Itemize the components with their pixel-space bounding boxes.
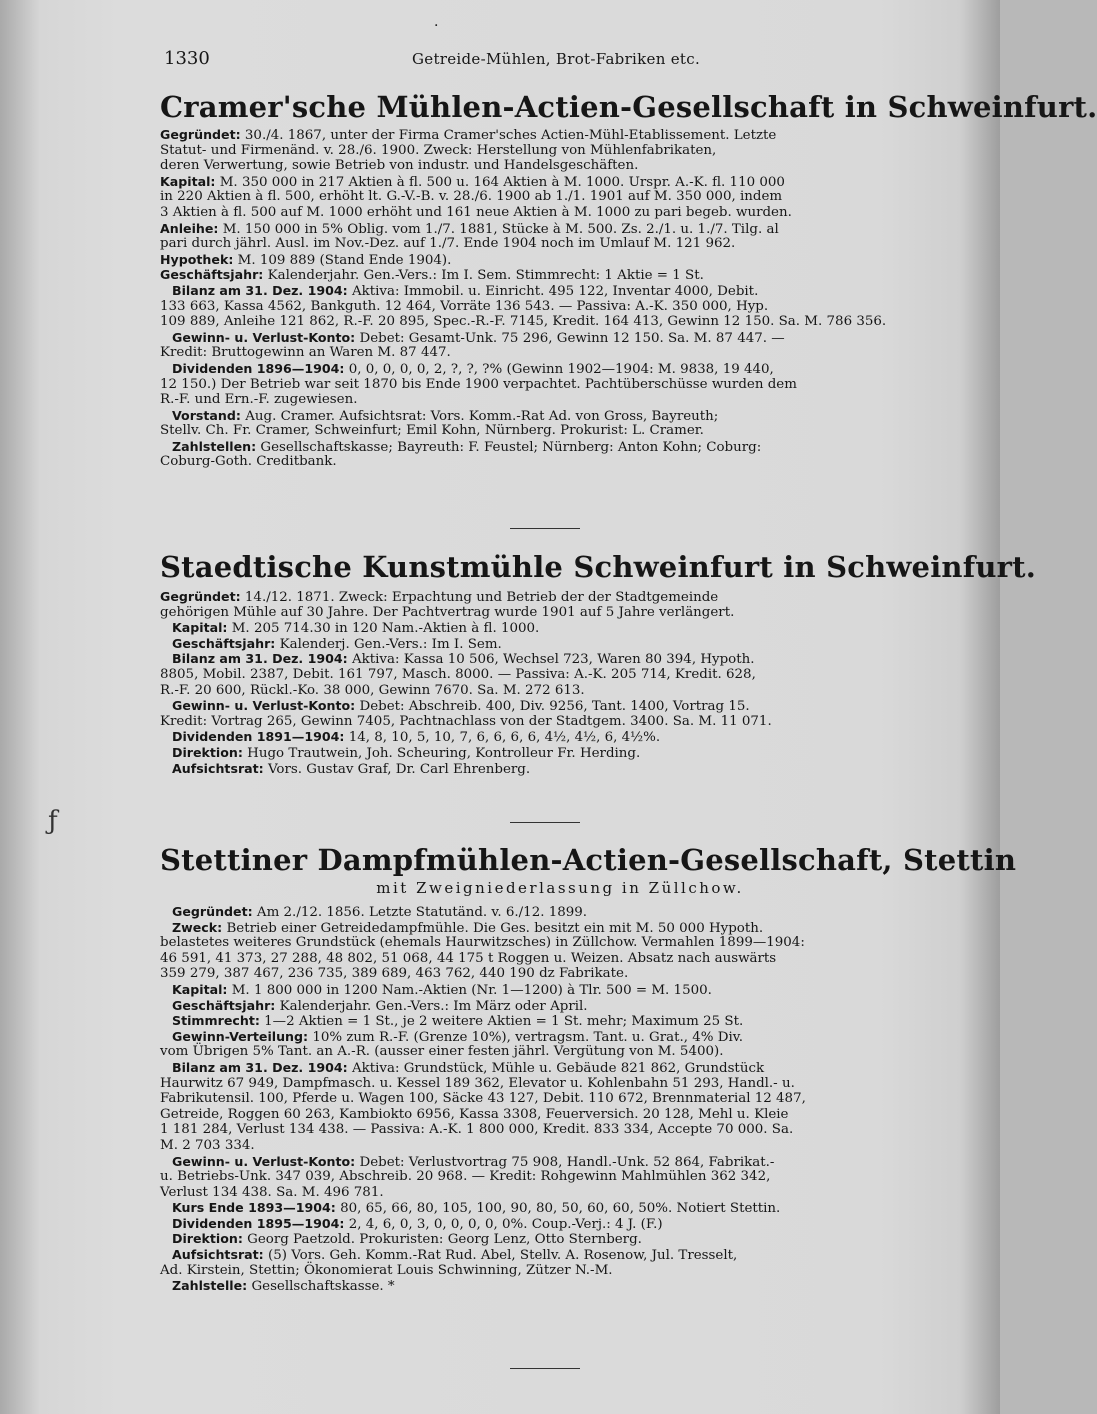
field-text: 359 279, 387 467, 236 735, 389 689, 463 762, 440 190 dz Fabrikate.: [160, 966, 629, 982]
field-label: Gegründet:: [160, 127, 241, 142]
company-title-stettiner: Stettiner Dampfmühlen-Actien-Gesellschaft, Stettin: [160, 843, 1017, 877]
field-label: Gewinn- u. Verlust-Konto:: [172, 698, 356, 714]
text-line: [160, 904, 960, 920]
text-line: [160, 1231, 960, 1247]
field-label: Geschäftsjahr:: [172, 635, 276, 651]
field-text: in 220 Aktien à fl. 500, erhöht lt. G.-V.-B. v. 28./6. 1900 ab 1./1. 1901 auf M. 350 000, indem: [160, 189, 783, 205]
page-number: 1330: [164, 48, 210, 69]
company-entry-staedtische: [160, 589, 960, 776]
text-line: [160, 423, 960, 439]
field-label: Zahlstelle:: [172, 1278, 248, 1294]
field-text: 30./4. 1867, unter der Firma Cramer'sches Actien-Mühl-Etablissement. Letzte: [240, 128, 777, 143]
field-text: pari durch jährl. Ausl. im Nov.-Dez. auf 1./7. Ende 1904 noch im Umlauf M. 121 962.: [160, 236, 736, 252]
field-text: 8805, Mobil. 2387, Debit. 161 797, Masch. 8000. — Passiva: A.-K. 205 714, Kredit. 628,: [160, 666, 756, 682]
field-text: R.-F. und Ern.-F. zugewiesen.: [160, 392, 358, 408]
field-text: Haurwitz 67 949, Dampfmasch. u. Kessel 189 362, Elevator u. Kohlenbahn 51 293, Handl.- u.: [160, 1075, 795, 1091]
field-text: gehörigen Mühle auf 30 Jahre. Der Pachtvertrag wurde 1901 auf 5 Jahre verlängert.: [160, 604, 735, 620]
text-line: [160, 636, 960, 652]
text-line: [160, 299, 960, 315]
text-line: [160, 330, 960, 346]
field-text: (5) Vors. Geh. Komm.-Rat Rud. Abel, Stellv. A. Rosenow, Jul. Tresselt,: [263, 1248, 738, 1264]
margin-annotation: ƒ: [48, 806, 58, 836]
field-text: 109 889, Anleihe 121 862, R.-F. 20 895, Spec.-R.-F. 7145, Kredit. 164 413, Gewinn 12 150. Sa. M. 786 356.: [160, 314, 887, 330]
field-text: Vors. Gustav Graf, Dr. Carl Ehrenberg.: [263, 761, 531, 777]
text-line: [160, 1122, 960, 1138]
text-line: [160, 729, 960, 745]
text-line: [160, 605, 960, 621]
field-label: Aufsichtsrat:: [172, 760, 264, 776]
text-line: [160, 345, 960, 361]
text-line: [160, 920, 960, 936]
running-title: Getreide-Mühlen, Brot-Fabriken etc.: [412, 50, 701, 68]
field-label: Dividenden 1891—1904:: [172, 729, 345, 745]
text-line: [160, 1216, 960, 1232]
text-line: [160, 1263, 960, 1279]
text-line: [160, 1091, 960, 1107]
section-divider: [510, 528, 580, 529]
field-label: Anleihe:: [160, 220, 219, 236]
text-line: [160, 377, 960, 393]
field-text: 12 150.) Der Betrieb war seit 1870 bis Ende 1900 verpachtet. Pachtüberschüsse wurden dem: [160, 376, 797, 392]
field-text: 0, 0, 0, 0, 0, 2, ?, ?, ?% (Gewinn 1902—1904: M. 9838, 19 440,: [344, 361, 774, 377]
field-text: vom Übrigen 5% Tant. an A.-R. (ausser einer festen jährl. Vergütung von M. 5400).: [160, 1044, 724, 1060]
field-text: Kalenderj. Gen.-Vers.: Im I. Sem.: [275, 636, 502, 652]
section-divider: [510, 1368, 580, 1369]
field-label: Geschäftsjahr:: [172, 997, 276, 1013]
field-text: Stellv. Ch. Fr. Cramer, Schweinfurt; Emil Kohn, Nürnberg. Prokurist: L. Cramer.: [160, 423, 704, 439]
text-line: [160, 667, 960, 683]
text-line: [160, 1185, 960, 1201]
field-text: 14./12. 1871. Zweck: Erpachtung und Betrieb der der Stadtgemeinde: [240, 590, 719, 605]
field-label: Dividenden 1895—1904:: [172, 1215, 345, 1231]
field-label: Kapital:: [160, 173, 216, 189]
company-title-staedtische: Staedtische Kunstmühle Schweinfurt in Schweinfurt.: [160, 550, 1037, 584]
field-label: Zweck:: [172, 919, 223, 935]
text-line: [160, 698, 960, 714]
text-line: [160, 589, 960, 605]
text-line: [160, 1013, 960, 1029]
text-line: [160, 998, 960, 1014]
text-line: [160, 935, 960, 951]
text-line: [160, 143, 960, 159]
field-text: Aug. Cramer. Aufsichtsrat: Vors. Komm.-Rat Ad. von Gross, Bayreuth;: [240, 408, 719, 424]
text-line: [160, 1247, 960, 1263]
field-text: M. 205 714.30 in 120 Nam.-Aktien à fl. 1000.: [227, 621, 540, 637]
text-line: [160, 252, 960, 268]
field-label: Bilanz am 31. Dez. 1904:: [172, 1059, 348, 1075]
text-line: [160, 745, 960, 761]
field-text: Aktiva: Immobil. u. Einricht. 495 122, Inventar 4000, Debit.: [347, 283, 759, 299]
field-label: Aufsichtsrat:: [172, 1247, 264, 1263]
field-text: 46 591, 41 373, 27 288, 48 802, 51 068, 44 175 t Roggen u. Weizen. Absatz nach auswärts: [160, 950, 777, 966]
text-line: [160, 1060, 960, 1076]
field-label: Dividenden 1896—1904:: [172, 360, 345, 376]
field-text: 80, 65, 66, 80, 105, 100, 90, 80, 50, 60, 60, 50%. Notiert Stettin.: [335, 1201, 781, 1217]
field-text: Debet: Abschreib. 400, Div. 9256, Tant. 1400, Vortrag 15.: [355, 699, 750, 715]
field-text: M. 109 889 (Stand Ende 1904).: [233, 252, 452, 268]
text-line: [160, 1138, 960, 1154]
field-label: Kapital:: [172, 620, 228, 636]
text-line: [160, 361, 960, 377]
field-text: Debet: Verlustvortrag 75 908, Handl.-Unk. 52 864, Fabrikat.-: [355, 1154, 775, 1170]
field-text: 2, 4, 6, 0, 3, 0, 0, 0, 0, 0%. Coup.-Verj.: 4 J. (F.): [344, 1216, 663, 1232]
text-line: [160, 951, 960, 967]
field-text: Statut- und Firmenänd. v. 28./6. 1900. Zweck: Herstellung von Mühlenfabrikaten,: [160, 142, 717, 158]
text-line: [160, 761, 960, 777]
field-text: Fabrikutensil. 100, Pferde u. Wagen 100, Säcke 43 127, Debit. 110 672, Brennmaterial 12 487,: [160, 1091, 806, 1107]
field-text: Kalenderjahr. Gen.-Vers.: Im März oder April.: [275, 998, 588, 1014]
field-text: Am 2./12. 1856. Letzte Statutänd. v. 6./12. 1899.: [252, 905, 588, 920]
text-line: [160, 1029, 960, 1045]
text-line: [160, 221, 960, 237]
field-text: Kredit: Vortrag 265, Gewinn 7405, Pachtnachlass von der Stadtgem. 3400. Sa. M. 11 071.: [160, 713, 772, 729]
field-label: Gegründet:: [172, 904, 253, 919]
text-line: [160, 1278, 960, 1294]
field-label: Gewinn- u. Verlust-Konto:: [172, 1153, 356, 1169]
field-text: Aktiva: Kassa 10 506, Wechsel 723, Waren 80 394, Hypoth.: [347, 652, 755, 668]
text-line: [160, 439, 960, 455]
field-text: Gesellschaftskasse. *: [247, 1279, 395, 1295]
text-line: [160, 454, 960, 470]
text-line: [160, 283, 960, 299]
text-line: [160, 267, 960, 283]
field-label: Zahlstellen:: [172, 438, 257, 454]
text-line: [160, 1154, 960, 1170]
text-line: [160, 683, 960, 699]
section-divider: [510, 822, 580, 823]
field-text: 133 663, Kassa 4562, Bankguth. 12 464, Vorräte 136 543. — Passiva: A.-K. 350 000, Hyp.: [160, 298, 769, 314]
field-text: Verlust 134 438. Sa. M. 496 781.: [160, 1184, 384, 1200]
top-mark: ·: [434, 18, 439, 34]
field-text: M. 350 000 in 217 Aktien à fl. 500 u. 164 Aktien à M. 1000. Urspr. A.-K. fl. 110 000: [215, 174, 785, 190]
text-line: [160, 1169, 960, 1185]
field-text: Georg Paetzold. Prokuristen: Georg Lenz, Otto Sternberg.: [242, 1232, 642, 1248]
field-text: Getreide, Roggen 60 263, Kambiokto 6956, Kassa 3308, Feuerversich. 20 128, Mehl u. Kleie: [160, 1106, 789, 1122]
text-line: [160, 205, 960, 221]
company-subtitle-stettiner: mit Zweigniederlassung in Züllchow.: [376, 879, 744, 897]
text-line: [160, 714, 960, 730]
field-text: R.-F. 20 600, Rückl.-Ko. 38 000, Gewinn 7670. Sa. M. 272 613.: [160, 682, 585, 698]
text-line: [160, 620, 960, 636]
field-label: Direktion:: [172, 744, 243, 760]
company-entry-cramer: [160, 127, 960, 470]
field-text: 14, 8, 10, 5, 10, 7, 6, 6, 6, 6, 4½, 4½, 6, 4½%.: [344, 730, 661, 746]
field-text: Kredit: Bruttogewinn an Waren M. 87 447.: [160, 345, 451, 361]
field-label: Bilanz am 31. Dez. 1904:: [172, 651, 348, 667]
field-label: Geschäftsjahr:: [160, 267, 264, 283]
field-text: M. 2 703 334.: [160, 1137, 255, 1153]
text-line: [160, 1076, 960, 1092]
field-label: Kapital:: [172, 981, 228, 997]
text-line: [160, 1200, 960, 1216]
field-label: Gewinn- u. Verlust-Konto:: [172, 329, 356, 345]
field-text: Kalenderjahr. Gen.-Vers.: Im I. Sem. Stimmrecht: 1 Aktie = 1 St.: [263, 268, 704, 284]
field-label: Kurs Ende 1893—1904:: [172, 1200, 336, 1216]
field-text: Hugo Trautwein, Joh. Scheuring, Kontrolleur Fr. Herding.: [242, 745, 641, 761]
field-text: Gesellschaftskasse; Bayreuth: F. Feustel; Nürnberg: Anton Kohn; Coburg:: [256, 439, 762, 455]
field-text: M. 150 000 in 5% Oblig. vom 1./7. 1881, Stücke à M. 500. Zs. 2./1. u. 1./7. Tilg. al: [218, 221, 779, 237]
text-line: [160, 408, 960, 424]
field-text: M. 1 800 000 in 1200 Nam.-Aktien (Nr. 1—1200) à Tlr. 500 = M. 1500.: [227, 982, 712, 998]
field-text: u. Betriebs-Unk. 347 039, Abschreib. 20 968. — Kredit: Rohgewinn Mahlmühlen 362 342,: [160, 1169, 771, 1185]
field-label: Bilanz am 31. Dez. 1904:: [172, 282, 348, 298]
field-label: Gegründet:: [160, 589, 241, 604]
text-line: [160, 651, 960, 667]
company-entry-stettiner: [160, 904, 960, 1294]
text-line: [160, 127, 960, 143]
text-line: [160, 1044, 960, 1060]
field-text: Ad. Kirstein, Stettin; Ökonomierat Louis Schwinning, Zützer N.-M.: [160, 1262, 613, 1278]
field-label: Hypothek:: [160, 251, 234, 267]
field-text: 1—2 Aktien = 1 St., je 2 weitere Aktien = 1 St. mehr; Maximum 25 St.: [259, 1014, 744, 1030]
field-label: Direktion:: [172, 1231, 243, 1247]
field-text: 1 181 284, Verlust 134 438. — Passiva: A.-K. 1 800 000, Kredit. 833 334, Accepte 70 000. Sa.: [160, 1122, 794, 1138]
field-text: belastetes weiteres Grundstück (ehemals Haurwitzsches) in Züllchow. Vermahlen 1899—1904:: [160, 935, 805, 951]
text-line: [160, 174, 960, 190]
company-title-cramer: Cramer'sche Mühlen-Actien-Gesellschaft in Schweinfurt.: [160, 90, 1097, 124]
text-line: [160, 982, 960, 998]
text-line: [160, 392, 960, 408]
field-text: Debet: Gesamt-Unk. 75 296, Gewinn 12 150. Sa. M. 87 447. —: [355, 330, 785, 346]
field-text: 3 Aktien à fl. 500 auf M. 1000 erhöht und 161 neue Aktien à M. 1000 zu pari begeb. wurden.: [160, 204, 792, 220]
text-line: [160, 1107, 960, 1123]
field-text: Betrieb einer Getreidedampfmühle. Die Ges. besitzt ein mit M. 50 000 Hypoth.: [222, 920, 764, 936]
text-line: [160, 236, 960, 252]
page-header: [164, 48, 962, 72]
field-text: 10% zum R.-F. (Grenze 10%), vertragsm. Tant. u. Grat., 4% Div.: [308, 1029, 743, 1045]
text-line: [160, 189, 960, 205]
text-line: [160, 158, 960, 174]
field-label: Vorstand:: [172, 407, 241, 423]
field-label: Gewinn-Verteilung:: [172, 1028, 309, 1044]
field-text: Coburg-Goth. Creditbank.: [160, 454, 337, 470]
text-line: [160, 314, 960, 330]
text-line: [160, 966, 960, 982]
field-label: Stimmrecht:: [172, 1013, 260, 1029]
field-text: Aktiva: Grundstück, Mühle u. Gebäude 821 862, Grundstück: [347, 1060, 765, 1076]
field-text: deren Verwertung, sowie Betrieb von industr. und Handelsgeschäften.: [160, 158, 639, 174]
